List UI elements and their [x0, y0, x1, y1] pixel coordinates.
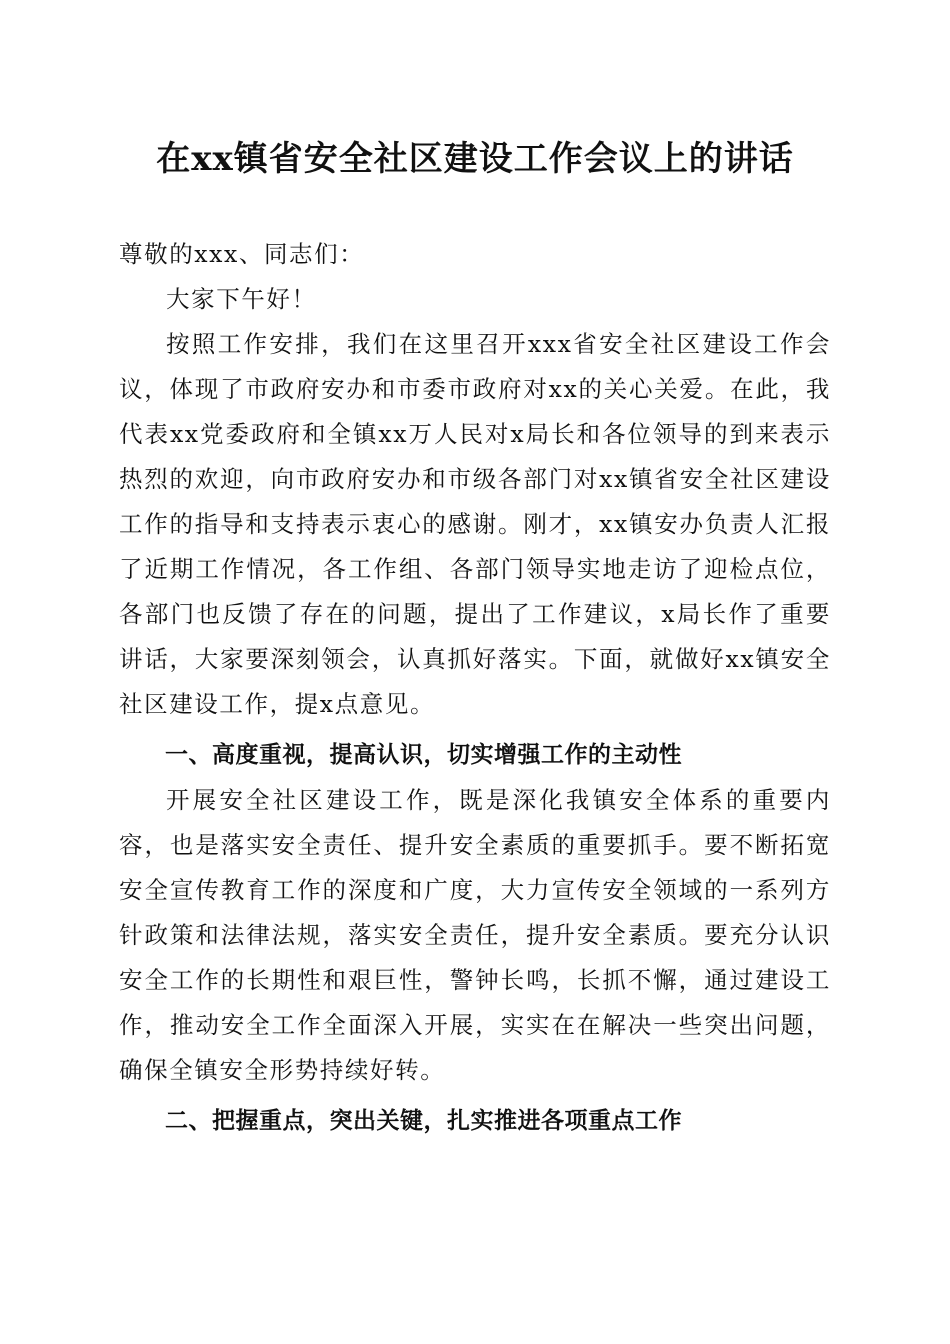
section-heading-2: 二、把握重点，突出关键，扎实推进各项重点工作 [165, 1108, 682, 1134]
section-1-paragraph: 开展安全社区建设工作，既是深化我镇安全体系的重要内容，也是落实安全责任、提升安全素质的重要抓手。要不断拓宽安全宣传教育工作的深度和广度，大力宣传安全领域的一系列方针政策和法律法规，落实安全责任，提升安全素质。要充分认识安全工作的长期性和艰巨性，警钟长鸣，长抓不懈，通过建设工作，推动安全工作全面深入开展，实实在在解决一些突出问题，确保全镇安全形势持续好转。 [119, 786, 831, 1084]
greeting: 大家下午好！ [166, 285, 317, 313]
section-heading-1: 一、高度重视，提高认识，切实增强工作的主动性 [165, 742, 682, 768]
salutation: 尊敬的xxx、同志们： [119, 240, 365, 268]
document-body [119, 232, 831, 1144]
document-title: 在xx镇省安全社区建设工作会议上的讲话 [156, 139, 794, 179]
intro-paragraph: 按照工作安排，我们在这里召开xxx省安全社区建设工作会议，体现了市政府安办和市委市政府对xx的关心关爱。在此，我代表xx党委政府和全镇xx万人民对x局长和各位领导的到来表示热烈的欢迎，向市政府安办和市级各部门对xx镇省安全社区建设工作的指导和支持表示衷心的感谢。刚才，xx镇安办负责人汇报了近期工作情况，各工作组、各部门领导实地走访了迎检点位，各部门也反馈了存在的问题，提出了工作建议，x局长作了重要讲话，大家要深刻领会，认真抓好落实。下面，就做好xx镇安全社区建设工作，提x点意见。 [119, 330, 831, 718]
